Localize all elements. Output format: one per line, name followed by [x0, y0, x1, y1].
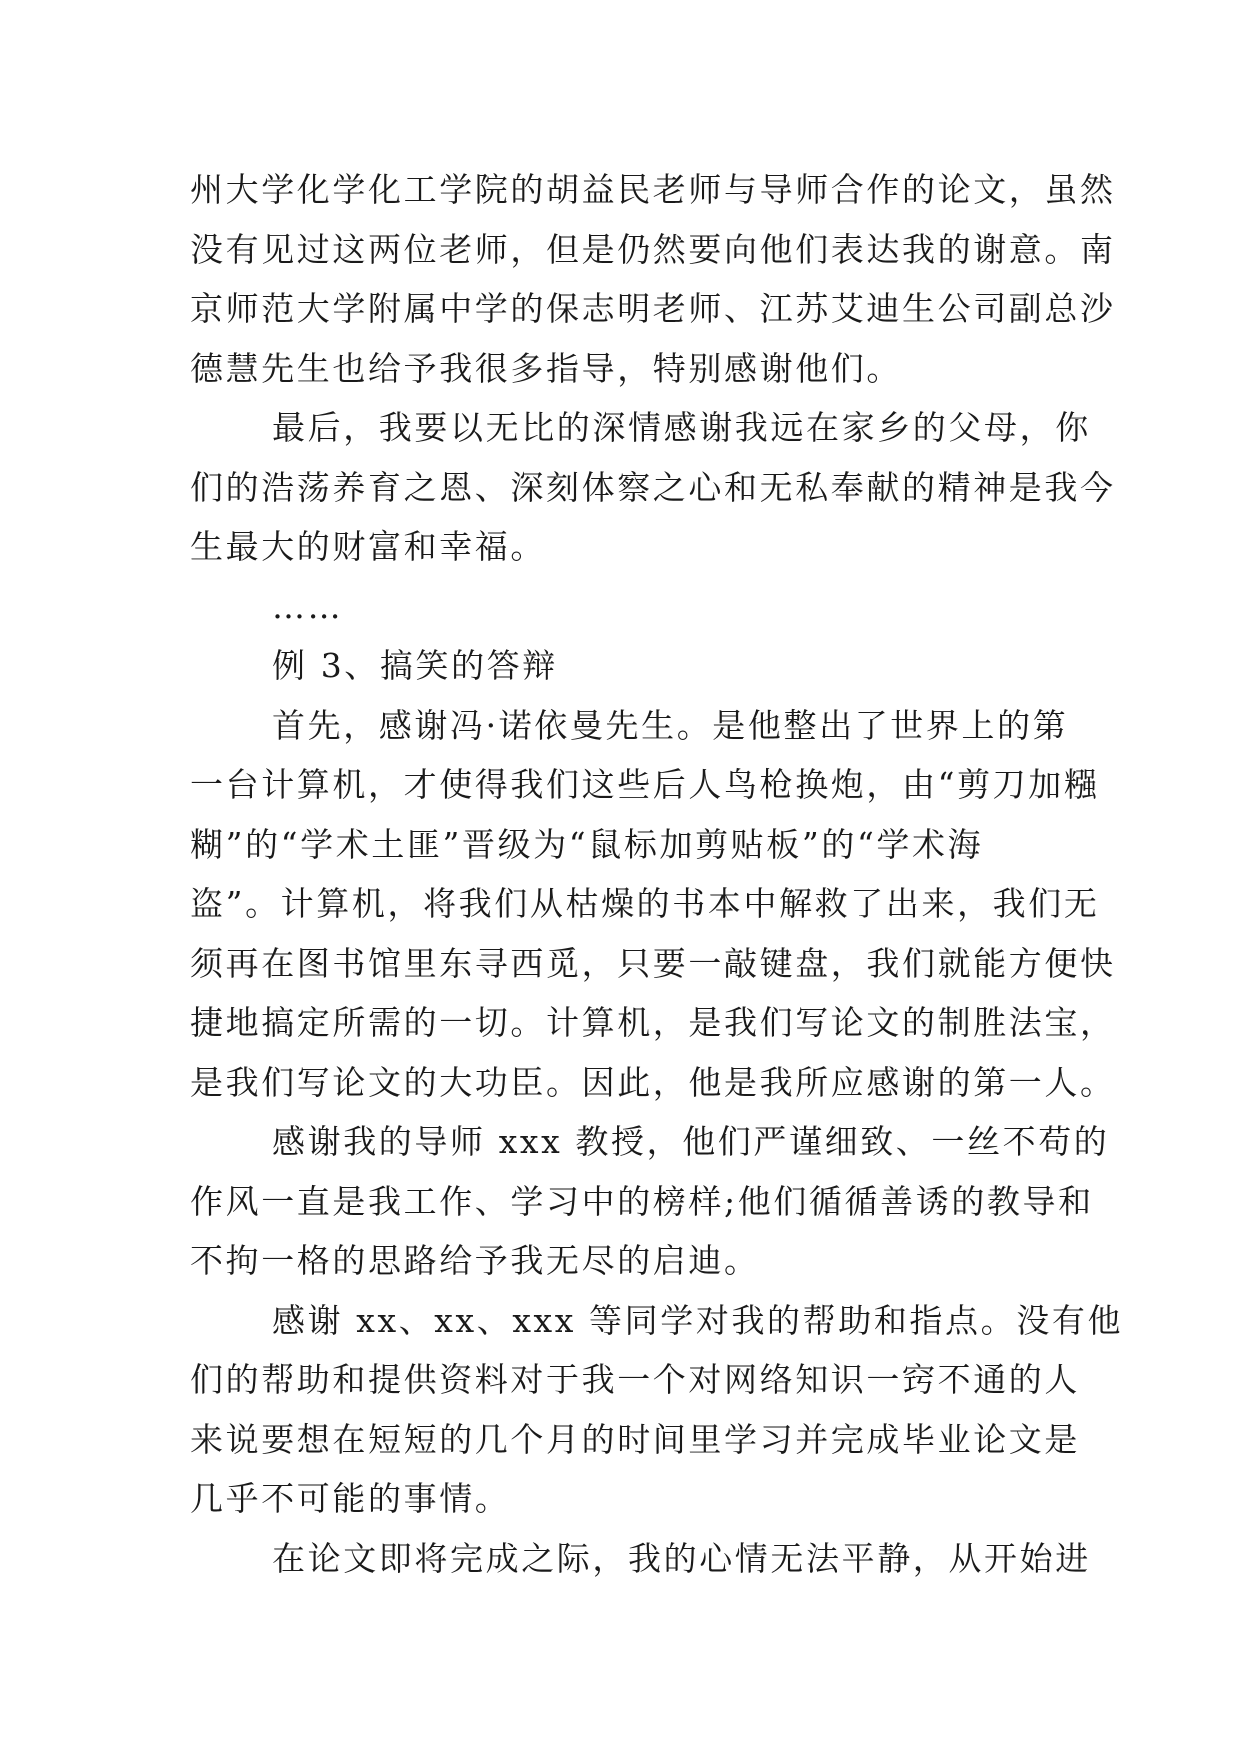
text-line: 捷地搞定所需的一切。计算机，是我们写论文的制胜法宝，	[190, 1003, 1116, 1042]
text-line: 须再在图书馆里东寻西觅，只要一敲键盘，我们就能方便快	[190, 943, 1116, 983]
text-line: 州大学化学化工学院的胡益民老师与导师合作的论文，虽然	[190, 170, 1116, 209]
text-line: 京师范大学附属中学的保志明老师、江苏艾迪生公司副总沙	[190, 289, 1116, 328]
document-body	[190, 160, 1124, 1588]
text-line: 是我们写论文的大功臣。因此，他是我所应感谢的第一人。	[190, 1062, 1116, 1102]
ellipsis-line: ……	[272, 586, 344, 626]
text-line: 作风一直是我工作、学习中的榜样;他们循循善诱的教导和	[190, 1181, 1094, 1221]
text-line: 没有见过这两位老师，但是仍然要向他们表达我的谢意。南	[190, 229, 1116, 269]
text-line: 几乎不可能的事情。	[190, 1479, 511, 1518]
paragraph-first-line: 在论文即将完成之际，我的心情无法平静，从开始进	[272, 1538, 1091, 1578]
text-line: 生最大的财富和幸福。	[190, 527, 546, 566]
text-line: 们的帮助和提供资料对于我一个对网络知识一窍不通的人	[190, 1360, 1080, 1399]
paragraph-first-line: 感谢 xx、xx、xxx 等同学对我的帮助和指点。没有他	[272, 1300, 1124, 1340]
paragraph-first-line: 最后，我要以无比的深情感谢我远在家乡的父母，你	[272, 408, 1091, 447]
text-line: 不拘一格的思路给予我无尽的启迪。	[190, 1241, 760, 1280]
example-heading: 例 3、搞笑的答辩	[272, 646, 558, 685]
text-line: 盗”。计算机，将我们从枯燥的书本中解救了出来，我们无	[190, 884, 1100, 923]
text-line: 糊”的“学术土匪”晋级为“鼠标加剪贴板”的“学术海	[190, 824, 984, 864]
text-line: 来说要想在短短的几个月的时间里学习并完成毕业论文是	[190, 1419, 1080, 1459]
text-line: 一台计算机，才使得我们这些后人鸟枪换炮，由“剪刀加糨	[190, 765, 1100, 804]
text-line: 德慧先生也给予我很多指导，特别感谢他们。	[190, 348, 902, 388]
paragraph-first-line: 首先，感谢冯·诺依曼先生。是他整出了世界上的第	[272, 705, 1069, 745]
text-line: 们的浩荡养育之恩、深刻体察之心和无私奉献的精神是我今	[190, 467, 1116, 507]
paragraph-first-line: 感谢我的导师 xxx 教授，他们严谨细致、一丝不苟的	[272, 1122, 1110, 1161]
